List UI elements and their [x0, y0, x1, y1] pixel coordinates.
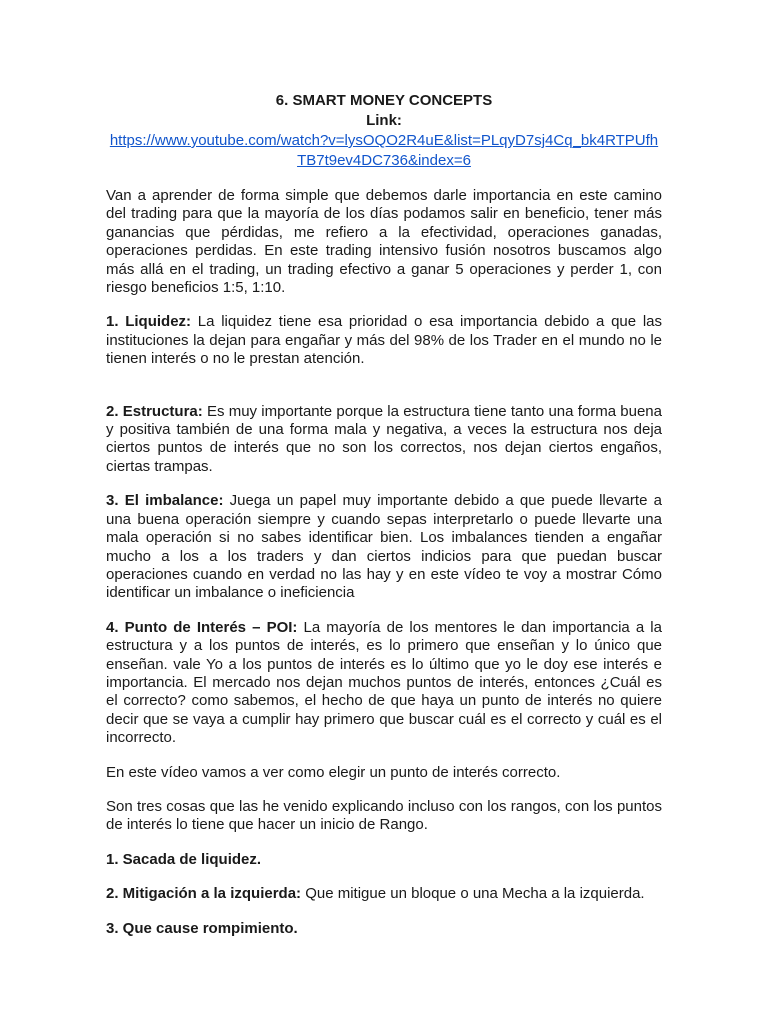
- section-estructura: [106, 403, 662, 477]
- document-header: [106, 91, 662, 171]
- intro-paragraph: Van a aprender de forma simple que debemos darle importancia en este camino del trading para que la mayoría de los días podamos salir en beneficio, tener más ganancias que pérdidas, me refiero a la efectividad, operaciones ganadas, operaciones perdidas. En este trading intensivo fusión nosotros buscamos algo más allá en el trading, un trading efectivo a ganar 5 operaciones y perder 1, con riesgo beneficios 1:5, 1:10.: [106, 187, 662, 297]
- list-item-mitigacion: [106, 885, 662, 903]
- list-item-rompimiento: [106, 920, 662, 938]
- list-item-text: Que mitigue un bloque o una Mecha a la izquierda.: [301, 885, 645, 903]
- list-item-heading: 2. Mitigación a la izquierda:: [106, 885, 302, 903]
- section-heading: 1. Liquidez:: [106, 313, 192, 331]
- section-heading: 4. Punto de Interés – POI:: [106, 618, 298, 636]
- three-things-paragraph: Son tres cosas que las he venido explicando incluso con los rangos, con los puntos de interés lo tiene que hacer un inicio de Rango.: [106, 797, 662, 834]
- section-text: La mayoría de los mentores le dan importancia a la estructura y a los puntos de interés, es lo primero que enseñan y lo único que enseñan. vale Yo a los puntos de interés es lo último que yo le doy ese interés e importancia. El mercado nos dejan muchos puntos de interés, entonces ¿Cuál es el correcto? como sabemos, el hecho de que haya un punto de interés no quiere decir que se vaya a cumplir hay primero que buscar cuál es el correcto y cuál es el incorrecto.: [106, 618, 662, 747]
- link-label: Link:: [366, 112, 402, 129]
- video-link[interactable]: https://www.youtube.com/watch?v=lysOQO2R4uE&list=PLqyD7sj4Cq_bk4RTPUfhTB7t9ev4DC736&index=6: [109, 132, 659, 169]
- section-imbalance: [106, 492, 662, 602]
- list-item-heading: 1. Sacada de liquidez.: [106, 850, 262, 868]
- video-line: En este vídeo vamos a ver como elegir un punto de interés correcto.: [106, 763, 561, 781]
- section-poi: [106, 619, 662, 748]
- section-text: La liquidez tiene esa prioridad o esa importancia debido a que las instituciones la dejan para engañar y más del 98% de los Trader en el mundo no le tienen interés o no le prestan atención.: [106, 313, 662, 368]
- section-liquidez: [106, 313, 662, 368]
- section-heading: 3. El imbalance:: [106, 492, 224, 510]
- section-heading: 2. Estructura:: [106, 402, 203, 420]
- section-text: Es muy importante porque la estructura tiene tanto una forma buena y positiva también de una forma mala y negativa, a veces la estructura nos deja ciertos puntos de interés que no son los correctos, nos dejan ciertos engaños, ciertas trampas.: [106, 402, 662, 475]
- list-item-heading: 3. Que cause rompimiento.: [106, 919, 298, 937]
- section-text: Juega un papel muy importante debido a que puede llevarte a una buena operación siempre y cuando sepas interpretarlo o puede llevarte una mala operación si no sabes identificar bien. Los imbalances tienden a engañar mucho a los a los traders y dan ciertos indicios para que puedan buscar operaciones cuando en verdad no las hay y en este vídeo te voy a mostrar Cómo identificar un imbalance o ineficiencia: [106, 492, 662, 602]
- document-title: 6. SMART MONEY CONCEPTS: [275, 92, 493, 109]
- list-item-sacada: [106, 851, 662, 869]
